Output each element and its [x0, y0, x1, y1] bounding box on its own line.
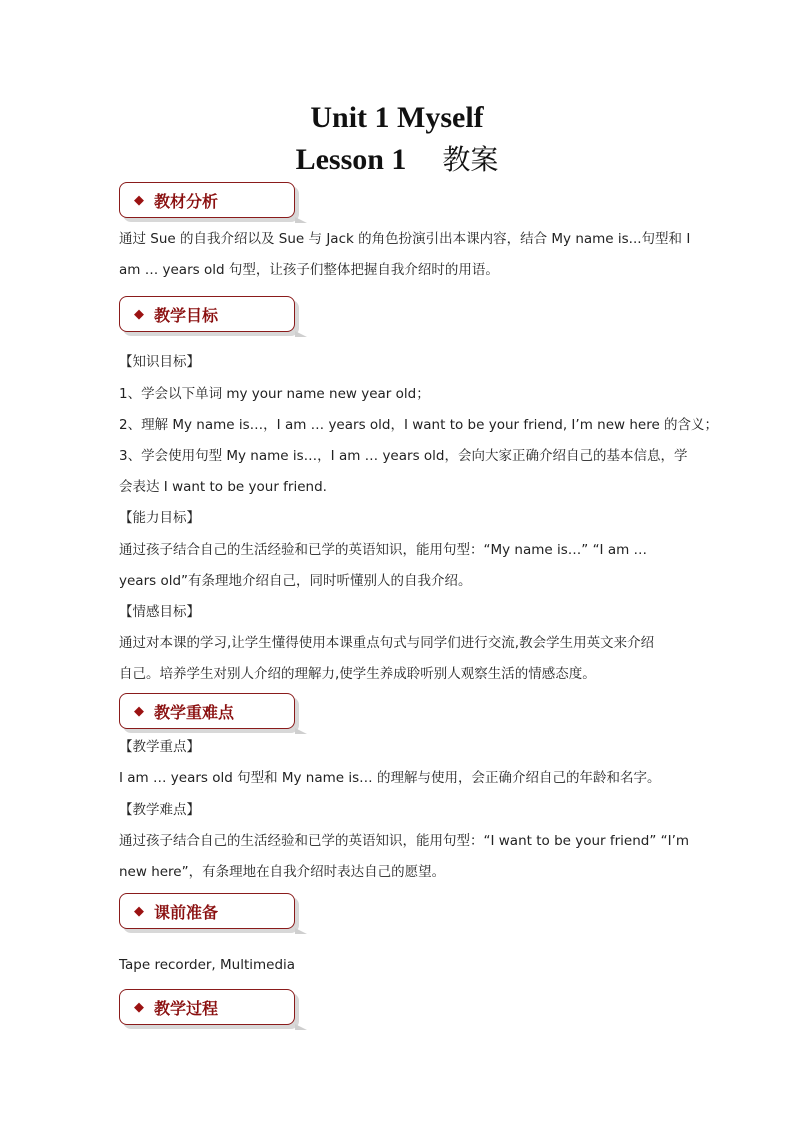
list-item: 会表达 I want to be your friend.: [119, 479, 327, 495]
section-heading-goals: [119, 296, 295, 332]
diamond-icon: ◆: [134, 306, 144, 322]
diamond-icon: ◆: [134, 903, 144, 919]
list-item: 2、理解 My name is…，I am … years old，I want to be your friend, I’m new here 的含义；: [119, 417, 719, 433]
subsection-label: 【知识目标】: [119, 354, 200, 370]
paragraph-line: Tape recorder, Multimedia: [119, 957, 296, 973]
section-heading-text: 教学目标: [154, 305, 219, 325]
diamond-icon: ◆: [134, 703, 144, 719]
paragraph-line: years old”有条理地介绍自己，同时听懂别人的自我介绍。: [119, 573, 472, 589]
document-title: Unit 1 Myself: [310, 101, 484, 134]
paragraph-line: new here”，有条理地在自我介绍时表达自己的愿望。: [119, 864, 446, 880]
paragraph-line: am … years old 句型，让孩子们整体把握自我介绍时的用语。: [119, 262, 499, 278]
section-heading-preparation: [119, 893, 295, 929]
paragraph-line: I am … years old 句型和 My name is… 的理解与使用，会正确介绍自己的年龄和名字。: [119, 770, 661, 786]
subsection-label: 【能力目标】: [119, 510, 200, 526]
section-heading-text: 教学重难点: [154, 702, 235, 722]
document-subtitle: [0, 142, 794, 178]
section-heading-process: [119, 989, 295, 1025]
diamond-icon: ◆: [134, 192, 144, 208]
paragraph-line: 通过孩子结合自己的生活经验和已学的英语知识，能用句型：“My name is…” “I am …: [119, 542, 648, 558]
paragraph-line: 通过孩子结合自己的生活经验和已学的英语知识，能用句型：“I want to be your friend” “I’m: [119, 833, 690, 849]
lesson-plan-label: 教案: [442, 143, 499, 176]
section-heading-text: 教材分析: [154, 191, 219, 211]
diamond-icon: ◆: [134, 999, 144, 1015]
lesson-label: Lesson 1: [295, 143, 407, 176]
list-item: 1、学会以下单词 my your name new year old；: [119, 386, 430, 402]
paragraph-line: 通过 Sue 的自我介绍以及 Sue 与 Jack 的角色扮演引出本课内容，结合 My name is...句型和 I: [119, 231, 691, 247]
section-heading-analysis: [119, 182, 295, 218]
subsection-label: 【教学难点】: [119, 802, 200, 818]
section-heading-key-points: [119, 693, 295, 729]
subsection-label: 【教学重点】: [119, 739, 200, 755]
paragraph-line: 通过对本课的学习,让学生懂得使用本课重点句式与同学们进行交流,教会学生用英文来介绍: [119, 635, 655, 651]
subsection-label: 【情感目标】: [119, 604, 200, 620]
list-item: 3、学会使用句型 My name is…，I am … years old，会向大家正确介绍自己的基本信息，学: [119, 448, 688, 464]
paragraph-line: 自己。培养学生对别人介绍的理解力,使学生养成聆听别人观察生活的情感态度。: [119, 666, 596, 682]
section-heading-text: 教学过程: [154, 998, 219, 1018]
section-heading-text: 课前准备: [154, 902, 219, 922]
